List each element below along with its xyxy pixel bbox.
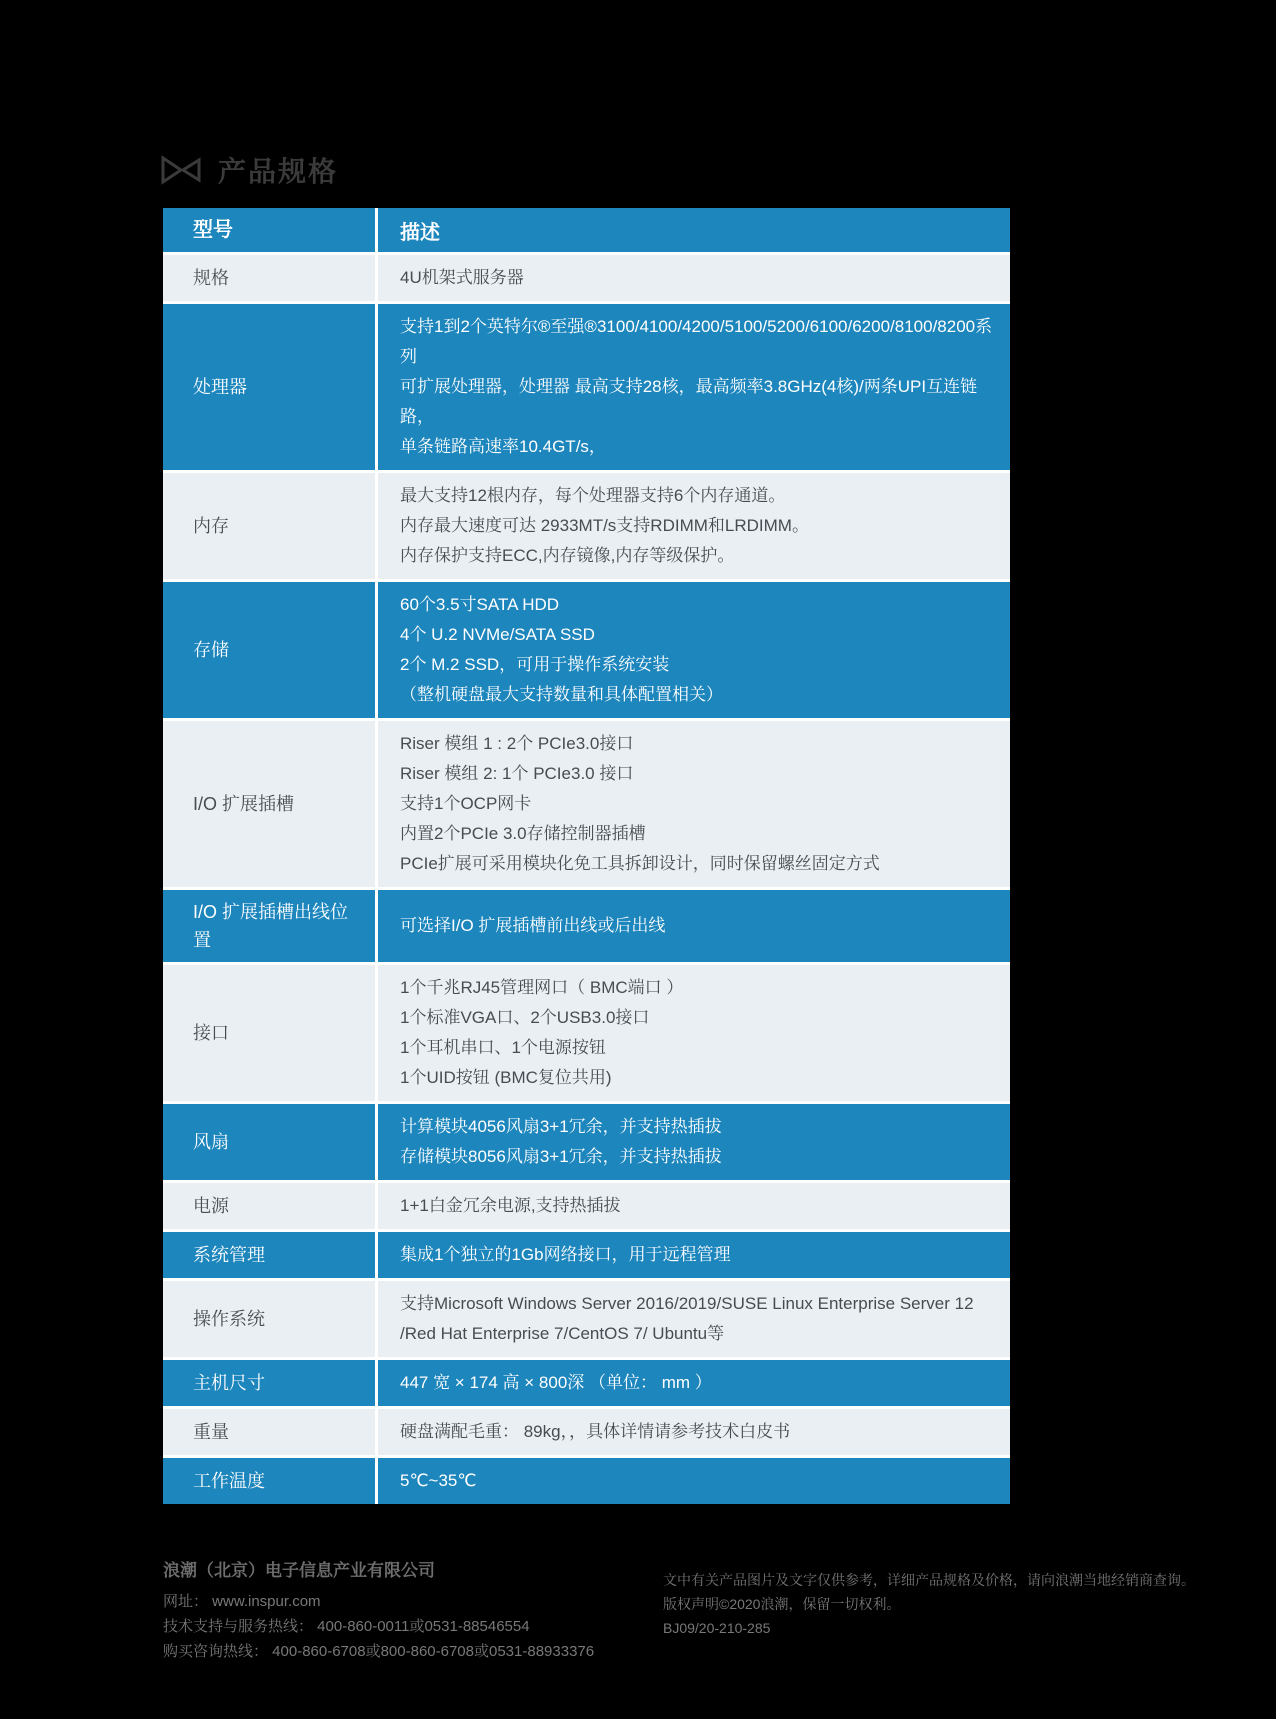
row-description (378, 1458, 1010, 1504)
company-name: 浪潮（北京）电子信息产业有限公司 (163, 1561, 435, 1580)
table-row (163, 1458, 1010, 1504)
row-label: 电源 (193, 1196, 229, 1216)
description-line: 存储模块8056风扇3+1冗余，并支持热插拔 (400, 1147, 722, 1166)
table-row (163, 1104, 1010, 1183)
description-line: 2个 M.2 SSD，可用于操作系统安装 (400, 655, 670, 674)
row-description (378, 965, 1010, 1101)
website-line: 网址： www.inspur.com (163, 1593, 321, 1610)
description-line: 5℃~35℃ (400, 1471, 477, 1490)
doc-code-line: BJ09/20-210-285 (663, 1620, 771, 1636)
row-description (378, 1232, 1010, 1278)
description-line: 60个3.5寸SATA HDD (400, 595, 560, 614)
spec-table (163, 208, 1010, 1504)
description-line: 1+1白金冗余电源,支持热插拔 (400, 1196, 621, 1215)
description-line: 可扩展处理器，处理器 最高支持28核，最高频率3.8GHz(4核)/两条UPI互连链路， (400, 377, 978, 426)
row-label: 风扇 (193, 1132, 229, 1152)
row-label: 工作温度 (193, 1471, 265, 1491)
row-description (378, 1409, 1010, 1455)
description-line: 1个UID按钮 (BMC复位共用) (400, 1068, 612, 1087)
table-row (163, 1183, 1010, 1232)
description-line: 447 宽 × 174 高 × 800深 （单位： mm ） (400, 1373, 712, 1392)
description-line: PCIe扩展可采用模块化免工具拆卸设计，同时保留螺丝固定方式 (400, 854, 880, 873)
row-description (378, 1281, 1010, 1357)
section-title: 产品规格 (218, 156, 339, 187)
table-row (163, 582, 1010, 721)
description-line: 单条链路高速率10.4GT/s， (400, 437, 606, 456)
row-label: 系统管理 (193, 1245, 265, 1265)
description-line: 内存最大速度可达 2933MT/s支持RDIMM和LRDIMM。 (400, 516, 809, 535)
row-description (378, 304, 1010, 470)
description-line: （整机硬盘最大支持数量和具体配置相关） (400, 685, 723, 704)
description-line: 计算模块4056风扇3+1冗余，并支持热插拔 (400, 1117, 722, 1136)
table-row (163, 890, 1010, 965)
row-label: 存储 (193, 640, 229, 660)
table-row (163, 721, 1010, 890)
row-description (378, 721, 1010, 887)
description-line: 4U机架式服务器 (400, 268, 524, 287)
table-row (163, 255, 1010, 304)
row-description (378, 582, 1010, 718)
purchase-hotline-line: 购买咨询热线： 400-860-6708或800-860-6708或0531-88933376 (163, 1643, 595, 1660)
row-description (378, 473, 1010, 579)
row-label: I/O 扩展插槽 (193, 794, 295, 814)
description-line: Riser 模组 1 : 2个 PCIe3.0接口 (400, 734, 634, 753)
row-label: 重量 (193, 1422, 229, 1442)
row-label: 主机尺寸 (193, 1373, 265, 1393)
description-line: 支持Microsoft Windows Server 2016/2019/SUSE Linux Enterprise Server 12 (400, 1294, 974, 1313)
description-line: 支持1个OCP网卡 (400, 794, 532, 813)
column-header-description: 描述 (400, 221, 440, 244)
table-row (163, 473, 1010, 582)
table-row (163, 1232, 1010, 1281)
table-row (163, 1281, 1010, 1360)
table-header-row (163, 208, 1010, 255)
copyright-line: 版权声明©2020浪潮，保留一切权利。 (663, 1596, 901, 1612)
row-description (378, 255, 1010, 301)
row-description (378, 1183, 1010, 1229)
row-label: 处理器 (193, 377, 247, 397)
description-line: 1个标准VGA口、2个USB3.0接口 (400, 1008, 650, 1027)
description-line: 集成1个独立的1Gb网络接口，用于远程管理 (400, 1245, 731, 1264)
description-line: 可选择I/O 扩展插槽前出线或后出线 (400, 916, 666, 935)
footer-left (163, 1556, 594, 1664)
table-row (163, 965, 1010, 1104)
row-label: 接口 (193, 1023, 229, 1043)
column-header-model: 型号 (193, 219, 233, 241)
description-line: 1个耳机串口、1个电源按钮 (400, 1038, 606, 1057)
description-line: 支持1到2个英特尔®至强®3100/4100/4200/5100/5200/6100/6200/8100/8200系列 (400, 317, 993, 366)
description-line: Riser 模组 2: 1个 PCIe3.0 接口 (400, 764, 634, 783)
description-line: 1个千兆RJ45管理网口（ BMC端口 ） (400, 978, 684, 997)
section-header (160, 150, 338, 190)
row-description (378, 890, 1010, 962)
row-description (378, 1104, 1010, 1180)
row-label: I/O 扩展插槽出线位置 (193, 902, 349, 950)
row-label: 内存 (193, 516, 229, 536)
bowtie-icon (160, 155, 202, 185)
row-label: 规格 (193, 268, 229, 288)
description-line: 内置2个PCIe 3.0存储控制器插槽 (400, 824, 646, 843)
table-row (163, 1360, 1010, 1409)
table-row (163, 1409, 1010, 1458)
row-label: 操作系统 (193, 1309, 265, 1329)
description-line: 4个 U.2 NVMe/SATA SSD (400, 625, 595, 644)
description-line: 内存保护支持ECC,内存镜像,内存等级保护。 (400, 546, 735, 565)
footer-right (663, 1568, 1195, 1640)
row-description (378, 1360, 1010, 1406)
description-line: 硬盘满配毛重： 89kg，，具体详情请参考技术白皮书 (400, 1422, 791, 1441)
support-hotline-line: 技术支持与服务热线： 400-860-0011或0531-88546554 (163, 1618, 530, 1635)
disclaimer-line: 文中有关产品图片及文字仅供参考，详细产品规格及价格，请向浪潮当地经销商查询。 (663, 1572, 1195, 1588)
description-line: /Red Hat Enterprise 7/CentOS 7/ Ubuntu等 (400, 1324, 725, 1343)
description-line: 最大支持12根内存，每个处理器支持6个内存通道。 (400, 486, 786, 505)
table-row (163, 304, 1010, 473)
